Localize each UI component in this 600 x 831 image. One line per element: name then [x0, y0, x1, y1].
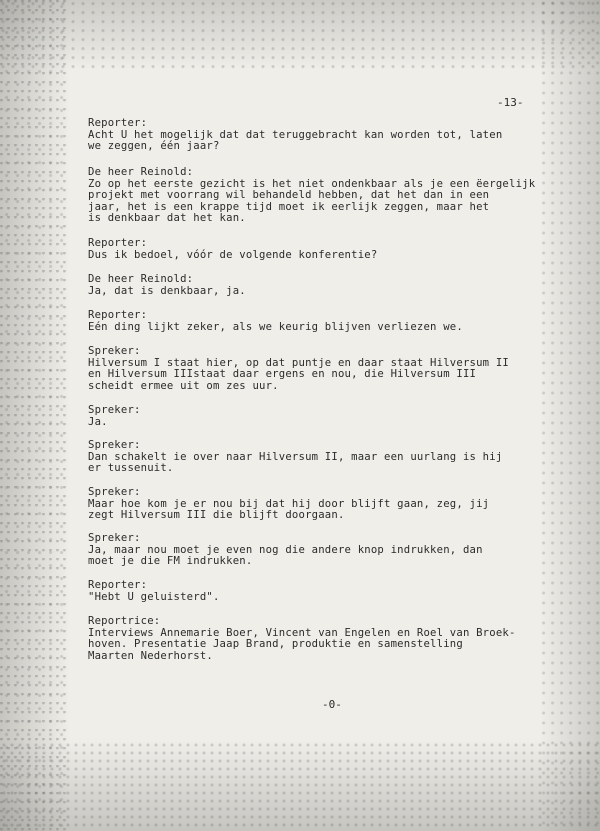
transcript-block-7: [88, 405, 568, 428]
transcript-line: Ja.: [88, 415, 108, 428]
transcript-block-10: [88, 533, 568, 568]
transcript-block-5: [88, 310, 568, 333]
transcript-line: Interviews Annemarie Boer, Vincent van Engelen en Roel van Broek-: [88, 626, 516, 639]
speaker-label: Reportrice:: [88, 615, 161, 627]
transcript-line: Ja, maar nou moet je even nog die andere knop indrukken, dan: [88, 543, 483, 556]
page-number: -13-: [497, 96, 524, 109]
transcript-block-9: [88, 487, 568, 522]
transcript-block-6: [88, 346, 568, 392]
transcript-line: jaar, het is een krappe tijd moet ik eerlijk zeggen, maar het: [88, 200, 490, 213]
speaker-label: Reporter:: [88, 579, 148, 591]
transcript-line: moet je die FM indrukken.: [88, 555, 253, 568]
transcript-line: scheidt ermee uit om zes uur.: [88, 379, 279, 392]
transcript-block-12: [88, 616, 568, 662]
speaker-label: Spreker:: [88, 345, 141, 357]
page-footer-mark: -0-: [322, 698, 342, 711]
transcript-line: projekt met voorrang wil behandeld hebben, dat het dan in een: [88, 189, 490, 202]
transcript-line: Hilversum I staat hier, op dat puntje en daar staat Hilversum II: [88, 356, 509, 369]
speaker-label: De heer Reinold:: [88, 166, 194, 178]
transcript-line: Ja, dat is denkbaar, ja.: [88, 284, 246, 297]
speaker-label: Spreker:: [88, 486, 141, 498]
speaker-label: Reporter:: [88, 117, 148, 129]
transcript-line: en Hilversum IIIstaat daar ergens en nou, die Hilversum III: [88, 368, 477, 381]
speaker-label: Spreker:: [88, 532, 141, 544]
transcript-line: "Hebt U geluisterd".: [88, 590, 220, 603]
transcript-block-4: [88, 274, 568, 297]
scan-edge-left: [0, 0, 70, 831]
transcript-line: Zo op het eerste gezicht is het niet ondenkbaar als je een ëergelijk: [88, 177, 536, 190]
scan-edge-bottom: [0, 741, 600, 831]
speaker-label: Spreker:: [88, 404, 141, 416]
transcript-line: Dus ik bedoel, vóór de volgende konferentie?: [88, 248, 378, 261]
transcript-line: is denkbaar dat het kan.: [88, 212, 246, 225]
transcript-line: we zeggen, één jaar?: [88, 140, 220, 153]
transcript-block-3: [88, 238, 568, 261]
transcript-line: Maarten Nederhorst.: [88, 649, 213, 662]
transcript-line: er tussenuit.: [88, 462, 174, 475]
speaker-label: Reporter:: [88, 237, 148, 249]
transcript-line: Eén ding lijkt zeker, als we keurig blijven verliezen we.: [88, 320, 463, 333]
transcript-block-1: [88, 118, 568, 153]
speaker-label: Spreker:: [88, 439, 141, 451]
transcript-line: zegt Hilversum III die blijft doorgaan.: [88, 509, 345, 522]
transcript-block-2: [88, 167, 568, 225]
speaker-label: De heer Reinold:: [88, 273, 194, 285]
transcript-line: Acht U het mogelijk dat dat teruggebracht kan worden tot, laten: [88, 128, 503, 141]
scan-edge-top: [0, 0, 600, 70]
transcript-block-8: [88, 440, 568, 475]
transcript-line: Dan schakelt ie over naar Hilversum II, maar een uurlang is hij: [88, 450, 503, 463]
transcript-line: Maar hoe kom je er nou bij dat hij door blijft gaan, zeg, jij: [88, 497, 490, 510]
transcript-line: hoven. Presentatie Jaap Brand, produktie en samenstelling: [88, 638, 463, 651]
transcript-block-11: [88, 580, 568, 603]
speaker-label: Reporter:: [88, 309, 148, 321]
